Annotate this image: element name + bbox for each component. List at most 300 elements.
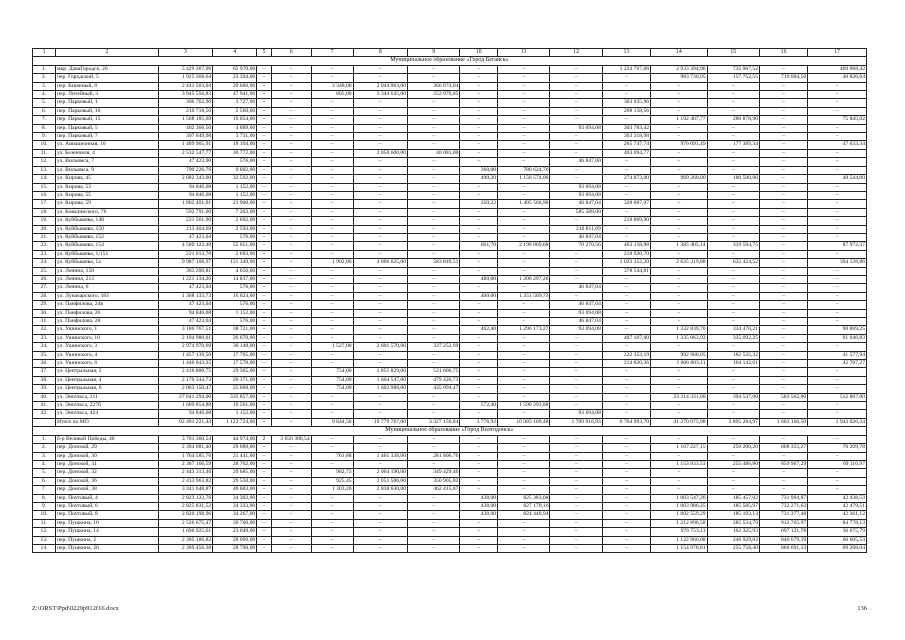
table-cell: – <box>759 435 807 443</box>
table-cell: ул. Авиационная, 10 <box>56 141 159 149</box>
table-cell: 731 377,48 <box>759 511 807 519</box>
table-cell: – <box>271 519 311 527</box>
table-cell: – <box>271 183 311 191</box>
table-cell: – <box>707 82 759 90</box>
table-cell: 26 670,00 <box>213 334 257 342</box>
table-cell: – <box>353 225 407 233</box>
table-cell: – <box>311 183 353 191</box>
table-cell: 6 764 993,70 <box>602 418 650 426</box>
table-cell: – <box>311 326 353 334</box>
table-cell: – <box>759 318 807 326</box>
table-cell: 29 666,00 <box>213 82 257 90</box>
table-cell: ул. Панфилова, 24в <box>56 301 159 309</box>
table-cell: – <box>353 301 407 309</box>
table-cell: 1 405 566,90 <box>498 200 550 208</box>
table-cell: 29 089,00 <box>213 444 257 452</box>
table-row <box>33 124 867 132</box>
table-cell: 2 416 800,75 <box>158 368 212 376</box>
table-cell: – <box>808 183 867 191</box>
table-cell: – <box>602 292 650 300</box>
table-cell: 2 825 831,52 <box>158 502 212 510</box>
table-cell: мкр. ДаваГородск, 26 <box>56 65 159 73</box>
table-cell: 1 943 026,34 <box>808 418 867 426</box>
table-cell: ул. Ушинского, 1 <box>56 326 159 334</box>
table-cell: 214 820,36 <box>602 360 650 368</box>
table-cell: 7. <box>33 486 56 494</box>
table-cell: – <box>759 334 807 342</box>
table-cell: – <box>460 393 498 401</box>
table-cell: 47 423,04 <box>158 233 212 241</box>
table-row <box>33 284 867 292</box>
table-cell: – <box>651 402 708 410</box>
table-cell: 15. <box>33 183 56 191</box>
table-cell: 1 156 574,00 <box>498 175 550 183</box>
table-cell: – <box>408 225 460 233</box>
table-cell: – <box>498 486 550 494</box>
table-cell: 1 603 166,50 <box>759 418 807 426</box>
table-cell: 868 355,27 <box>759 444 807 452</box>
table-cell: – <box>311 65 353 73</box>
table-cell: – <box>759 99 807 107</box>
table-cell: 463 158,98 <box>602 242 650 250</box>
table-cell: – <box>498 191 550 199</box>
table-cell: 47 423,04 <box>158 318 212 326</box>
table-cell: – <box>602 486 650 494</box>
table-cell: – <box>498 343 550 351</box>
table-cell: 479 426,73 <box>408 376 460 384</box>
table-cell: 39. <box>33 385 56 393</box>
table-cell: 462,40 <box>460 326 498 334</box>
table-cell: – <box>707 124 759 132</box>
table-cell: – <box>550 91 602 99</box>
table-cell: – <box>460 309 498 317</box>
table-cell: – <box>498 519 550 527</box>
table-cell: – <box>271 284 311 292</box>
table-cell: 337 252,69 <box>408 343 460 351</box>
table-cell: 19. <box>33 217 56 225</box>
table-cell: 4 606 625,00 <box>353 259 407 267</box>
table-cell: – <box>408 116 460 124</box>
table-cell: – <box>408 519 460 527</box>
table-cell: 2 441 503,04 <box>158 82 212 90</box>
table-cell: – <box>353 435 407 443</box>
table-cell: 378 544,81 <box>602 267 650 275</box>
table-cell: – <box>550 107 602 115</box>
table-cell: – <box>651 183 708 191</box>
table-cell: – <box>408 528 460 536</box>
table-cell: 480,00 <box>460 275 498 283</box>
table-cell: 912 765,97 <box>759 519 807 527</box>
table-cell: 33. <box>33 334 56 342</box>
table-cell: 34 302,00 <box>213 494 257 502</box>
table-cell: 90 869,25 <box>808 326 867 334</box>
table-cell: – <box>707 191 759 199</box>
table-cell: – <box>257 65 272 73</box>
table-cell: 1 446 043,35 <box>158 360 212 368</box>
table-cell: 177 389,34 <box>707 141 759 149</box>
table-cell: – <box>311 191 353 199</box>
table-cell: пер. Почтовый, 4 <box>56 494 159 502</box>
table-cell: – <box>759 360 807 368</box>
table-cell: – <box>808 191 867 199</box>
table-cell: ул. Центральная, 4 <box>56 376 159 384</box>
table-cell: – <box>707 99 759 107</box>
table-cell: 572,40 <box>460 402 498 410</box>
table-cell: 70 270,56 <box>550 242 602 250</box>
table-cell: – <box>498 444 550 452</box>
table-cell: 632 424,52 <box>707 259 759 267</box>
table-cell: – <box>257 326 272 334</box>
table-cell: – <box>808 301 867 309</box>
table-cell: – <box>759 326 807 334</box>
table-cell: 2 369 456,38 <box>158 544 212 552</box>
table-cell: 24. <box>33 259 56 267</box>
table-cell: – <box>808 91 867 99</box>
table-cell: 576,00 <box>213 301 257 309</box>
table-cell: – <box>257 519 272 527</box>
table-cell: – <box>498 452 550 460</box>
table-cell: – <box>311 107 353 115</box>
table-cell: – <box>257 477 272 485</box>
table-cell: – <box>353 275 407 283</box>
table-cell: – <box>651 284 708 292</box>
table-row <box>33 519 867 527</box>
table-cell: – <box>257 233 272 241</box>
table-cell: 2 526 675,47 <box>158 519 212 527</box>
table-cell: ул. Энгельса, 424 <box>56 410 159 418</box>
table-cell: – <box>707 107 759 115</box>
table-cell: – <box>550 393 602 401</box>
table-cell: – <box>408 233 460 241</box>
table-cell: 992 968,05 <box>651 351 708 359</box>
table-cell: Итого по МО <box>56 418 159 426</box>
table-cell: 25. <box>33 267 56 275</box>
table-cell: – <box>602 116 650 124</box>
table-cell: – <box>353 233 407 241</box>
table-cell: 1 006 803,11 <box>651 360 708 368</box>
table-cell: 2 838 630,00 <box>353 486 407 494</box>
table-cell: ул. Ушинского, 4 <box>56 351 159 359</box>
table-cell: 1 296 173,27 <box>498 326 550 334</box>
table-cell: – <box>460 267 498 275</box>
table-cell: – <box>271 107 311 115</box>
table-row <box>33 410 867 418</box>
table-cell: 11. <box>33 519 56 527</box>
table-cell: 438,00 <box>460 502 498 510</box>
table-cell: – <box>353 116 407 124</box>
table-cell: – <box>257 191 272 199</box>
table-cell: – <box>460 343 498 351</box>
table-cell: – <box>651 292 708 300</box>
table-cell: 27. <box>33 284 56 292</box>
table-cell: – <box>602 318 650 326</box>
table-cell: – <box>271 208 311 216</box>
table-cell: – <box>808 318 867 326</box>
table-cell: – <box>808 376 867 384</box>
table-row <box>33 116 867 124</box>
table-cell: – <box>353 74 407 82</box>
table-row <box>33 99 867 107</box>
table-cell: – <box>353 208 407 216</box>
table-cell: – <box>759 301 807 309</box>
table-cell: 1 802 401,01 <box>158 200 212 208</box>
table-cell: – <box>460 158 498 166</box>
table-cell: ул. Ленина, 6 <box>56 284 159 292</box>
table-cell: 13. <box>33 166 56 174</box>
table-cell: – <box>353 200 407 208</box>
table-cell: 47 423,04 <box>158 284 212 292</box>
table-cell: – <box>602 435 650 443</box>
table-cell: – <box>271 250 311 258</box>
table-row <box>33 334 867 342</box>
table-cell: 19 561,00 <box>213 402 257 410</box>
table-cell: пер. Пушкина, 10 <box>56 519 159 527</box>
table-cell: – <box>651 250 708 258</box>
table-cell: 5. <box>33 99 56 107</box>
table-cell: – <box>808 82 867 90</box>
table-row <box>33 233 867 241</box>
table-cell: – <box>602 233 650 241</box>
table-cell: – <box>498 435 550 443</box>
table-cell: 221 561,90 <box>158 217 212 225</box>
table-cell: – <box>353 65 407 73</box>
table-cell: – <box>311 511 353 519</box>
table-cell: – <box>311 402 353 410</box>
table-cell: – <box>651 124 708 132</box>
table-cell: – <box>759 116 807 124</box>
table-cell: – <box>651 301 708 309</box>
table-cell: – <box>651 343 708 351</box>
table-cell: 4 889,00 <box>213 124 257 132</box>
table-cell: – <box>707 469 759 477</box>
table-cell: – <box>257 217 272 225</box>
table-cell: 185 457,02 <box>707 494 759 502</box>
table-cell: – <box>271 292 311 300</box>
table-cell: 213 404,69 <box>158 225 212 233</box>
table-row <box>33 149 867 157</box>
table-cell: – <box>311 124 353 132</box>
table-cell: 2 058 600,00 <box>353 149 407 157</box>
table-cell: – <box>550 99 602 107</box>
table-cell: 1 609 854,88 <box>158 402 212 410</box>
table-cell: – <box>353 326 407 334</box>
table-cell: 2. <box>33 74 56 82</box>
table-cell: – <box>408 318 460 326</box>
table-cell: 1 154 978,81 <box>651 544 708 552</box>
table-cell: – <box>408 208 460 216</box>
table-cell: ул. Безенчеля, 4 <box>56 149 159 157</box>
table-cell: 827 170,16 <box>498 502 550 510</box>
table-cell: – <box>759 191 807 199</box>
table-cell: – <box>651 233 708 241</box>
table-cell: – <box>353 99 407 107</box>
table-cell: – <box>460 82 498 90</box>
table-cell: – <box>498 225 550 233</box>
table-cell: – <box>808 200 867 208</box>
table-cell: – <box>353 536 407 544</box>
table-cell: 42. <box>33 410 56 418</box>
table-row <box>33 444 867 452</box>
table-cell: – <box>759 242 807 250</box>
table-cell: – <box>498 460 550 468</box>
table-cell: 350,22 <box>460 200 498 208</box>
table-cell: – <box>460 65 498 73</box>
table-cell: – <box>353 158 407 166</box>
table-cell: – <box>257 116 272 124</box>
table-cell: 28. <box>33 292 56 300</box>
table-cell: 576,00 <box>213 158 257 166</box>
table-cell: – <box>460 536 498 544</box>
table-cell: – <box>460 544 498 552</box>
table-cell: – <box>271 494 311 502</box>
table-cell: – <box>257 149 272 157</box>
table-cell: – <box>460 99 498 107</box>
table-cell: ул. Кирова, 55 <box>56 191 159 199</box>
table-cell: – <box>550 175 602 183</box>
table-cell: – <box>271 544 311 552</box>
table-cell: – <box>460 217 498 225</box>
table-cell: 12 <box>550 49 602 57</box>
table-cell: – <box>651 318 708 326</box>
table-cell: – <box>602 502 650 510</box>
table-cell: – <box>353 410 407 418</box>
table-cell: 93 694,08 <box>550 191 602 199</box>
table-cell: – <box>550 166 602 174</box>
table-cell: – <box>602 477 650 485</box>
table-cell: – <box>651 208 708 216</box>
table-cell: 255 758,40 <box>707 544 759 552</box>
table-cell: – <box>602 225 650 233</box>
table-cell: 2 974 970,69 <box>158 343 212 351</box>
table-cell: ул. Куйбышева, 154 <box>56 242 159 250</box>
table-cell: 1 332 839,70 <box>651 326 708 334</box>
table-cell: 2 682 343,00 <box>158 175 212 183</box>
table-cell: – <box>759 141 807 149</box>
table-cell: 17 <box>808 49 867 57</box>
table-cell: ул. Ушинского, 10 <box>56 334 159 342</box>
table-cell: – <box>353 393 407 401</box>
section-title-row <box>33 427 867 435</box>
table-cell: – <box>460 284 498 292</box>
table-cell: 4 656,00 <box>213 267 257 275</box>
table-cell: 780 624,76 <box>498 166 550 174</box>
table-cell: – <box>257 267 272 275</box>
table-cell: 1 152,00 <box>213 183 257 191</box>
table-cell: 754,00 <box>311 376 353 384</box>
table-cell: – <box>353 183 407 191</box>
table-cell: – <box>602 208 650 216</box>
table-cell: – <box>271 259 311 267</box>
table-cell: – <box>498 233 550 241</box>
table-cell: – <box>311 116 353 124</box>
table-row <box>33 74 867 82</box>
table-cell: – <box>271 217 311 225</box>
table-cell: – <box>271 511 311 519</box>
table-cell: – <box>311 360 353 368</box>
table-cell: 1 925 368,64 <box>158 74 212 82</box>
table-cell: 185 585,97 <box>707 502 759 510</box>
table-cell: – <box>550 502 602 510</box>
table-cell: – <box>759 275 807 283</box>
table-cell: – <box>257 225 272 233</box>
table-row <box>33 259 867 267</box>
table-cell: – <box>271 452 311 460</box>
table-cell: – <box>759 91 807 99</box>
table-cell: – <box>460 250 498 258</box>
table-cell: 31. <box>33 318 56 326</box>
table-cell: 469 068,42 <box>808 65 867 73</box>
table-cell: – <box>311 74 353 82</box>
table-cell: 30. <box>33 309 56 317</box>
table-cell: ул. Куйбышева, 148 <box>56 217 159 225</box>
table-cell: – <box>311 166 353 174</box>
table-cell: – <box>460 318 498 326</box>
table-cell: – <box>257 486 272 494</box>
table-cell: 1 122 966,08 <box>651 536 708 544</box>
table-cell: 37. <box>33 368 56 376</box>
table-cell: 1 351 509,73 <box>498 292 550 300</box>
table-cell: 19 054,00 <box>213 116 257 124</box>
table-cell: 583 849,51 <box>408 259 460 267</box>
table-cell: – <box>408 351 460 359</box>
table-cell: 1 696 925,61 <box>158 528 212 536</box>
table-cell: 16 <box>759 49 807 57</box>
table-cell: – <box>311 292 353 300</box>
table-cell: – <box>707 368 759 376</box>
table-cell: – <box>498 65 550 73</box>
table-cell: 6 <box>271 49 311 57</box>
table-cell: – <box>651 309 708 317</box>
table-cell: 46 847,04 <box>550 301 602 309</box>
table-cell: 218 920,70 <box>602 250 650 258</box>
table-cell: 1 212 896,58 <box>651 519 708 527</box>
table-cell: – <box>460 141 498 149</box>
table-cell: ул. Куйбышева, 150 <box>56 225 159 233</box>
table-cell: – <box>707 208 759 216</box>
table-cell: – <box>498 208 550 216</box>
table-cell: – <box>353 242 407 250</box>
table-cell: 5. <box>33 469 56 477</box>
table-cell: – <box>271 133 311 141</box>
table-cell: 15 <box>707 49 759 57</box>
table-cell: 3 776,92 <box>460 418 498 426</box>
table-cell: 860 691,13 <box>759 544 807 552</box>
table-cell: 285 534,79 <box>707 519 759 527</box>
table-cell: 3 656 386,54 <box>271 435 311 443</box>
table-cell: – <box>651 368 708 376</box>
table-cell: – <box>353 250 407 258</box>
table-cell: – <box>311 435 353 443</box>
table-cell: – <box>271 91 311 99</box>
table-cell: пер. Донской, 36 <box>56 477 159 485</box>
table-cell: 2 198 069,68 <box>498 242 550 250</box>
table-cell: – <box>759 65 807 73</box>
table-cell: ул. Центральная, 2 <box>56 368 159 376</box>
table-cell: 2 625 319,88 <box>651 259 708 267</box>
table-cell: 1 855 829,00 <box>353 368 407 376</box>
table-cell: – <box>498 116 550 124</box>
table-cell: 5 <box>257 49 272 57</box>
table-cell: – <box>353 141 407 149</box>
table-cell: – <box>808 217 867 225</box>
table-row <box>33 107 867 115</box>
table-cell: – <box>759 309 807 317</box>
table-cell: – <box>257 469 272 477</box>
table-cell: – <box>257 183 272 191</box>
table-cell: – <box>311 502 353 510</box>
table-row <box>33 250 867 258</box>
table-cell: 94 846,08 <box>158 309 212 317</box>
